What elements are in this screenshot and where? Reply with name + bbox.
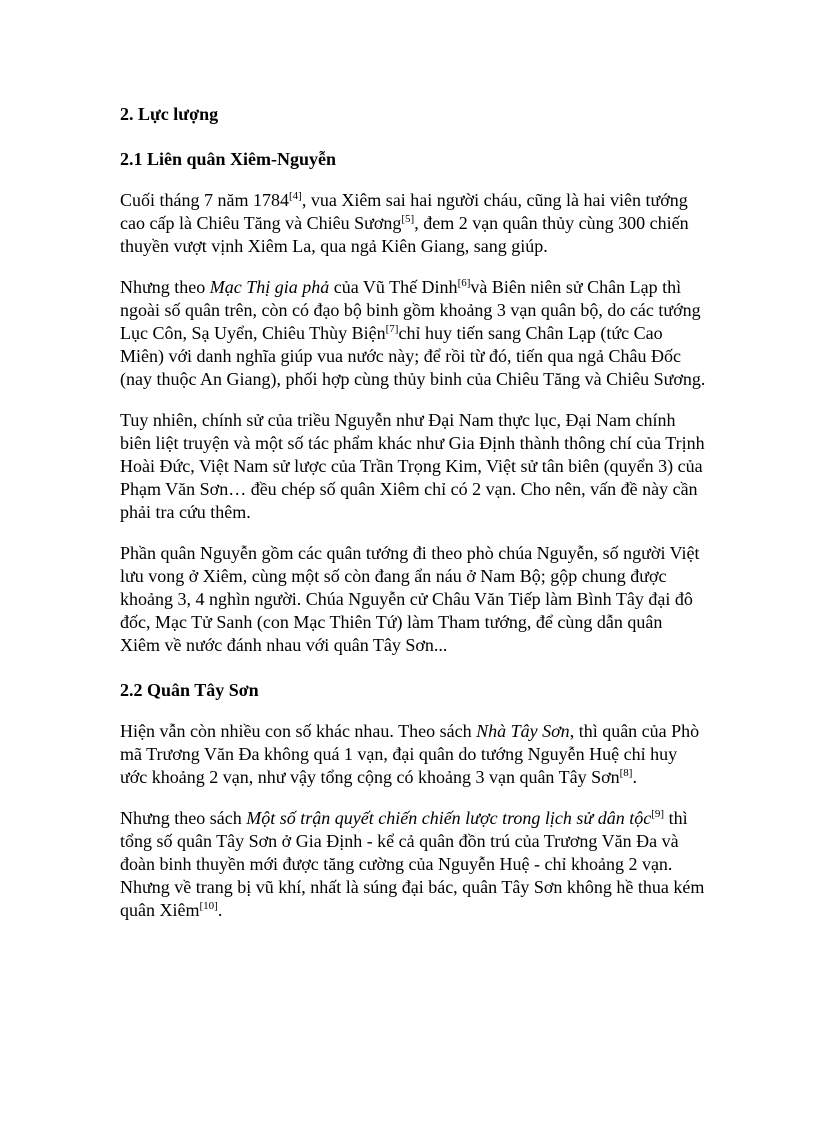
text-run: . xyxy=(632,767,637,787)
footnote-ref-8[interactable]: [8] xyxy=(619,767,633,779)
paragraph-3: Tuy nhiên, chính sử của triều Nguyễn như Đại Nam thực lục, Đại Nam chính biên liệt truyện và một số tác phẩm khác như Gia Định thành thông chí của Trịnh Hoài Đức, Việt Nam sử lược của Trần Trọng Kim, Việt sử tân biên (quyển 3) của Phạm Văn Sơn… đều chép số quân Xiêm chỉ có 2 vạn. Cho nên, vấn đề này cần phải tra cứu thêm. xyxy=(120,410,705,522)
footnote-ref-6[interactable]: [6] xyxy=(457,277,471,289)
text-run: chỉ huy tiến sang Chân Lạp (tức Cao Miên) với danh nghĩa giúp vua nước này; để rồi từ đó, tiến qua ngả Châu Đốc (nay thuộc An Giang), phối hợp cùng thủy binh của Chiêu Tăng và Chiêu Sương. xyxy=(120,323,706,389)
paragraph-5 xyxy=(120,720,706,789)
text-run: , đem 2 vạn quân thủy cùng 300 chiến thuyền vượt vịnh Xiêm La, qua ngả Kiên Giang, sang giúp. xyxy=(120,213,689,256)
italic-title-mot-so-tran: Một số trận quyết chiến chiến lược trong lịch sử dân tộc xyxy=(246,808,652,828)
footnote-ref-10[interactable]: [10] xyxy=(199,900,218,912)
text-run: thì tổng số quân Tây Sơn ở Gia Định - kể cả quân đồn trú của Trương Văn Đa và đoàn binh thuyền mới được tăng cường của Nguyễn Huệ - chỉ khoảng 2 vạn. Nhưng về trang bị vũ khí, nhất là súng đại bác, quân Tây Sơn không hề thua kém quân Xiêm xyxy=(120,808,705,920)
paragraph-4: Phần quân Nguyễn gồm các quân tướng đi theo phò chúa Nguyễn, số người Việt lưu vong ở Xiêm, cùng một số còn đang ẩn náu ở Nam Bộ; gộp chung được khoảng 3, 4 nghìn người. Chúa Nguyễn cử Châu Văn Tiếp làm Bình Tây đại đô đốc, Mạc Tử Sanh (con Mạc Thiên Tứ) làm Tham tướng, để cùng dẫn quân Xiêm về nước đánh nhau với quân Tây Sơn... xyxy=(120,543,700,655)
text-run: . xyxy=(217,900,223,920)
text-run: , vua Xiêm sai hai người cháu, cũng là hai viên tướng cao cấp là Chiêu Tăng và Chiêu Sương xyxy=(120,190,688,233)
footnote-ref-5[interactable]: [5] xyxy=(401,213,415,225)
italic-title-nha-tay-son: Nhà Tây Sơn xyxy=(476,721,570,741)
text-run: Nhưng theo sách xyxy=(120,808,247,828)
footnote-ref-4[interactable]: [4] xyxy=(289,190,302,202)
italic-title-mac-thi-gia-pha: Mạc Thị gia phả xyxy=(209,277,330,297)
section-heading-luc-luong: 2. Lực lượng xyxy=(120,104,219,124)
paragraph-1 xyxy=(120,189,706,258)
footnote-ref-9[interactable]: [9] xyxy=(651,808,665,820)
text-run: và Biên niên sử Chân Lạp thì ngoài số quân trên, còn có đạo bộ binh gồm khoảng 3 vạn quân bộ, do các tướng Lục Côn, Sạ Uyển, Chiêu Thùy Biện xyxy=(120,277,701,343)
text-run: Nhưng theo xyxy=(120,277,210,297)
subsection-heading-lien-quan: 2.1 Liên quân Xiêm-Nguyễn xyxy=(120,149,337,169)
text-run: Hiện vẫn còn nhiều con số khác nhau. Theo sách xyxy=(120,721,477,741)
text-run: , thì quân của Phò mã Trương Văn Đa không quá 1 vạn, đại quân do tướng Nguyễn Huệ chỉ huy ước khoảng 2 vạn, như vậy tổng cộng có khoảng 3 vạn quân Tây Sơn xyxy=(120,721,700,787)
paragraph-6 xyxy=(120,807,706,922)
footnote-ref-7[interactable]: [7] xyxy=(385,323,399,335)
subsection-heading-quan-tay-son: 2.2 Quân Tây Sơn xyxy=(120,680,259,700)
text-run: Cuối tháng 7 năm 1784 xyxy=(120,190,289,210)
paragraph-2 xyxy=(120,276,706,391)
text-run: của Vũ Thế Dinh xyxy=(329,277,458,297)
